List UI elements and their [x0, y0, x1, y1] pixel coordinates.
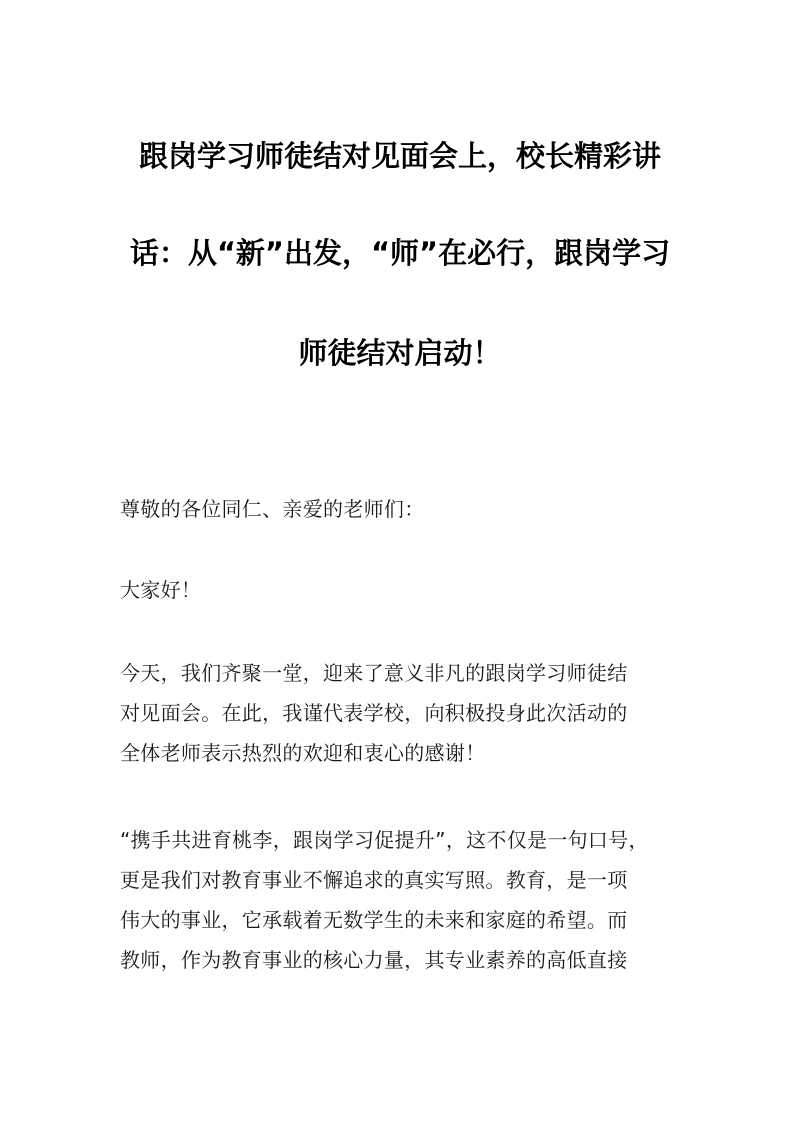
document-title-line: 话：从“新”出发，“师”在必行，跟岗学习	[129, 236, 671, 270]
paragraph-line: 对见面会。在此，我谨代表学校，向积极投身此次活动的	[120, 701, 628, 725]
paragraph-1	[120, 653, 680, 773]
salutation-text: 尊敬的各位同仁、亲爱的老师们：	[120, 497, 425, 521]
document-title-line: 师徒结对启动！	[298, 336, 502, 370]
salutation	[120, 489, 680, 529]
paragraph-2	[120, 820, 680, 980]
greeting-text: 大家好！	[120, 578, 202, 602]
paragraph-line: 更是我们对教育事业不懈追求的真实写照。教育，是一项	[120, 868, 628, 892]
paragraph-line: “携手共进育桃李，跟岗学习促提升”，这不仅是一句口号，	[120, 828, 649, 852]
paragraph-line: 今天，我们齐聚一堂，迎来了意义非凡的跟岗学习师徒结	[120, 661, 628, 685]
greeting	[120, 570, 680, 610]
paragraph-line: 教师，作为教育事业的核心力量，其专业素养的高低直接	[120, 948, 628, 972]
paragraph-line: 伟大的事业，它承载着无数学生的未来和家庭的希望。而	[120, 908, 628, 932]
paragraph-line: 全体老师表示热烈的欢迎和衷心的感谢！	[120, 741, 486, 765]
document-title-line: 跟岗学习师徒结对见面会上，校长精彩讲	[138, 139, 661, 173]
